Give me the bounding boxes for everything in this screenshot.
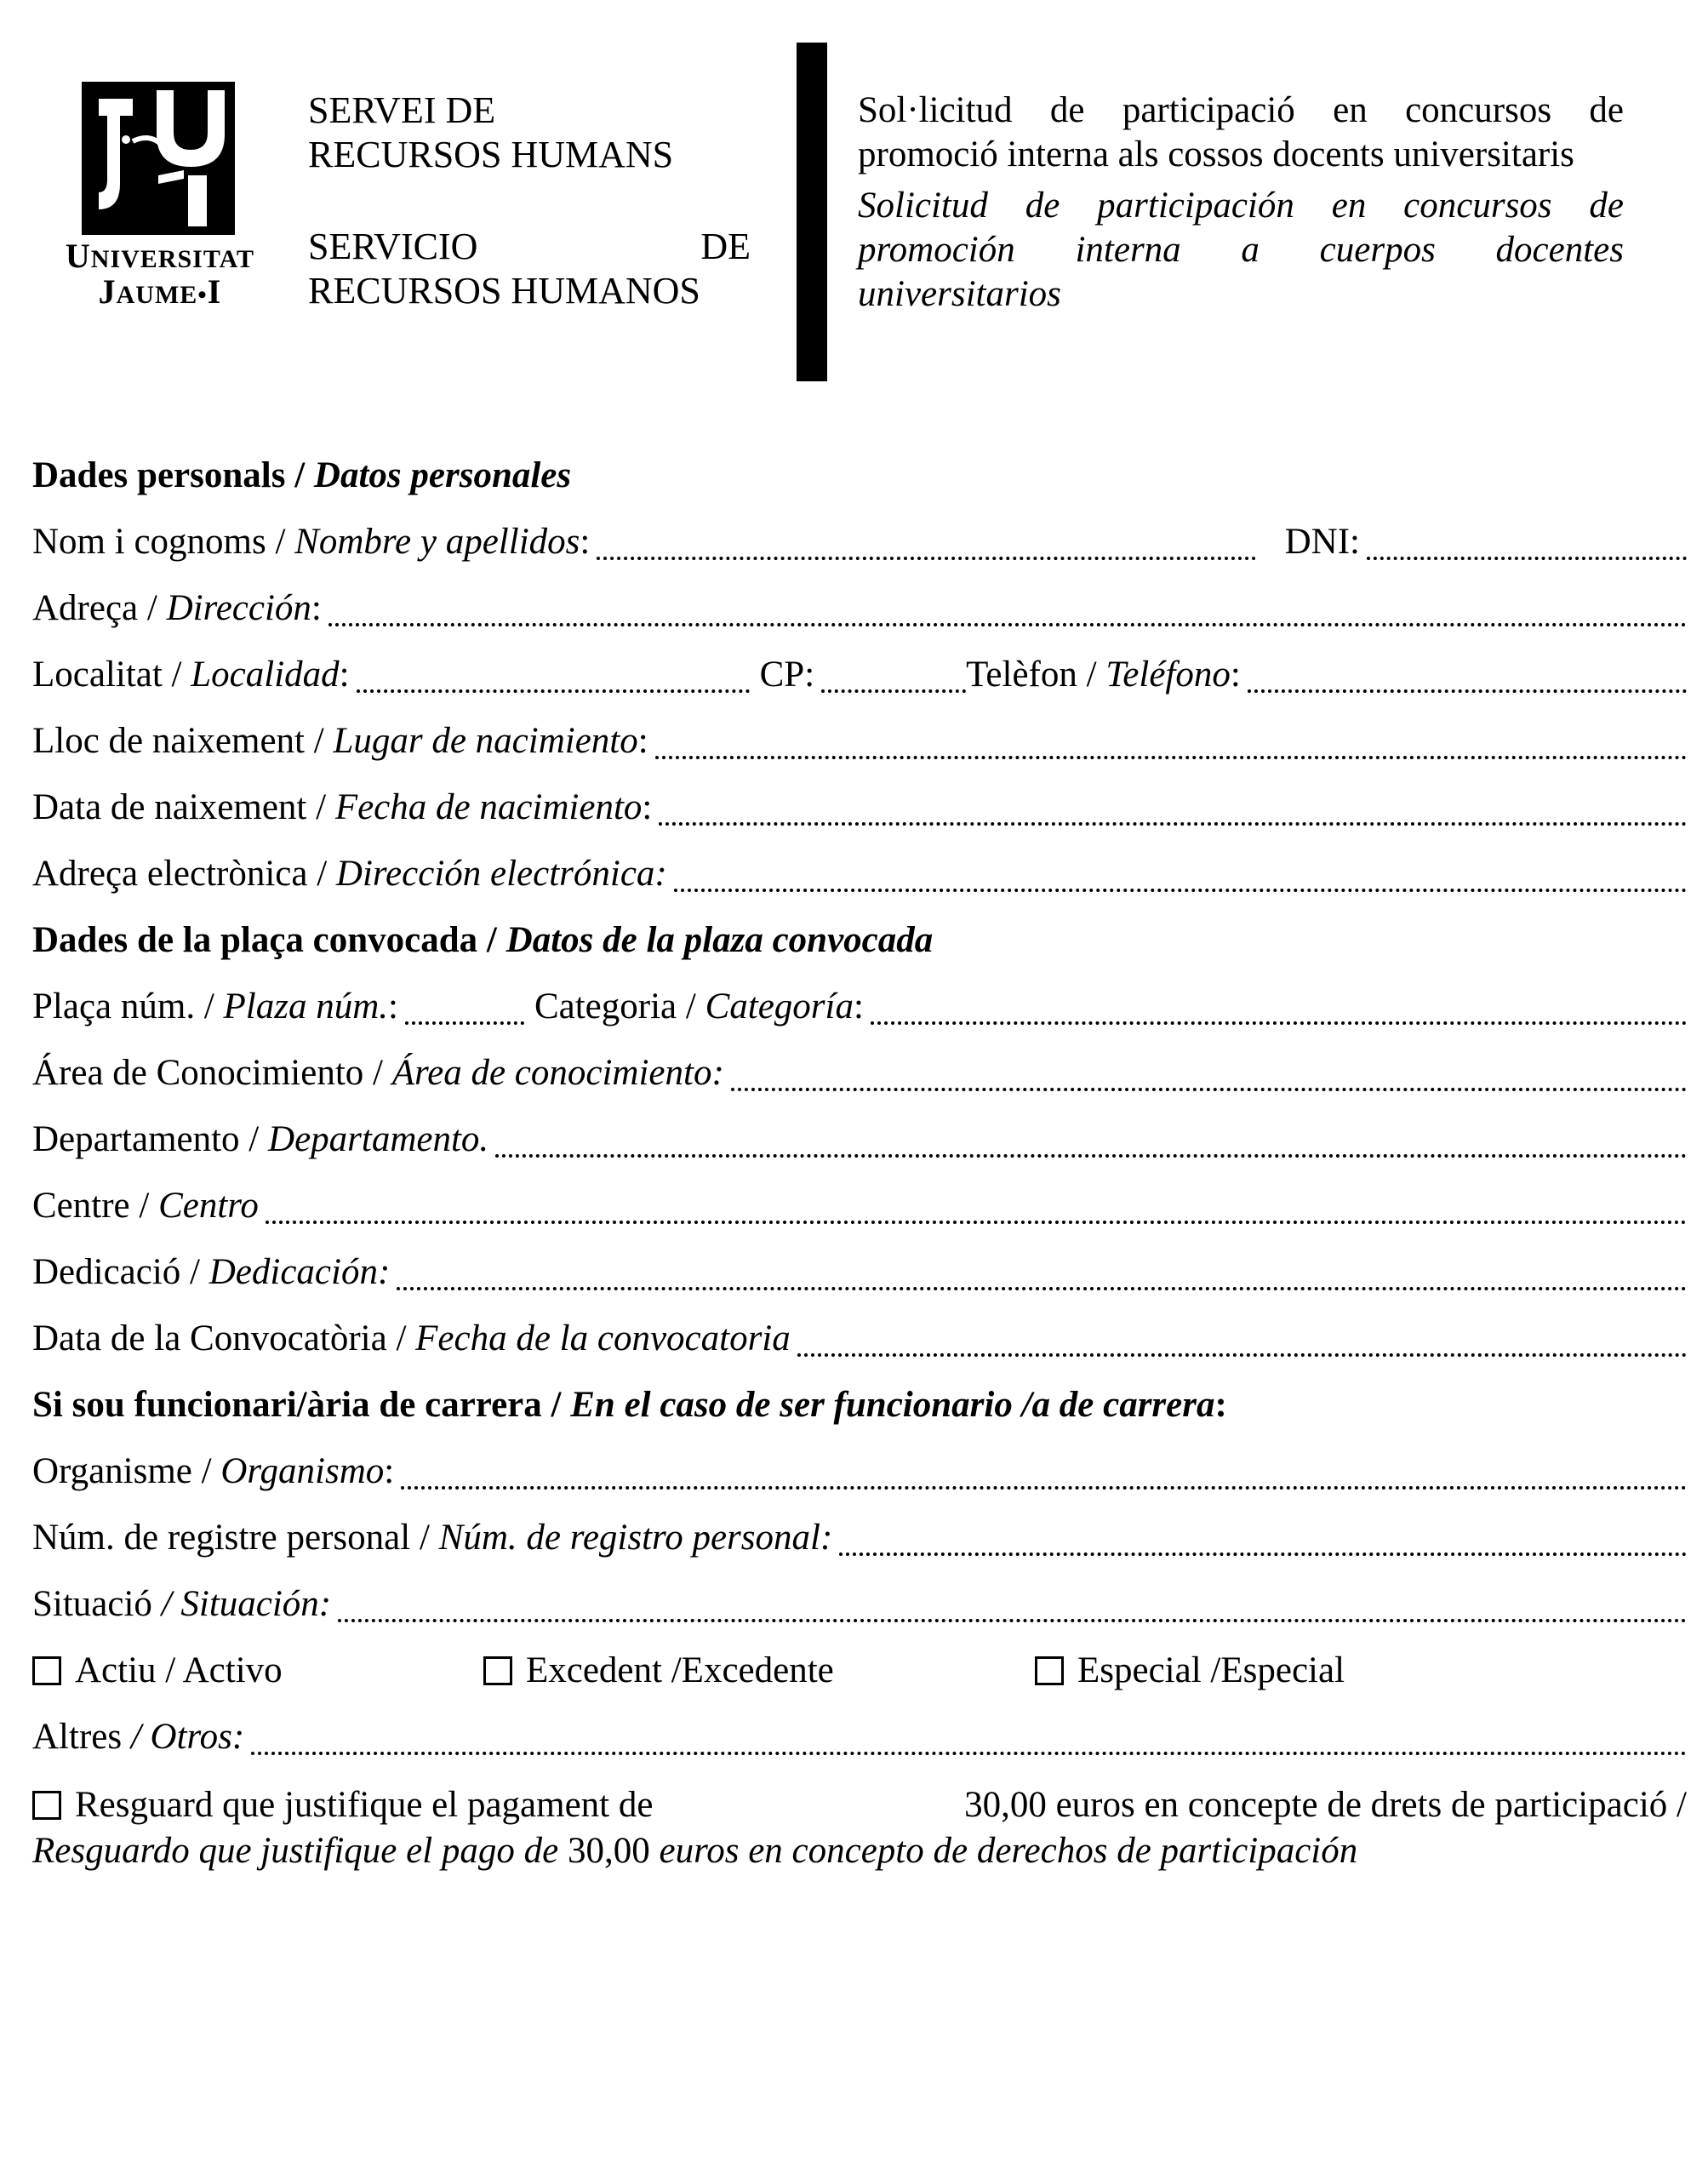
logo-wordmark: UNIVERSITAT JAUME•I: [65, 237, 255, 311]
option-special[interactable]: Especial /Especial: [1035, 1638, 1345, 1704]
option-excedent[interactable]: Excedent /Excedente: [483, 1638, 834, 1704]
department-name: [308, 89, 751, 313]
field-label-dni: DNI:: [1284, 522, 1360, 562]
checkbox-excedent[interactable]: [483, 1656, 512, 1685]
field-label-address: Adreça / Dirección:: [32, 588, 322, 628]
field-label-name: Nom i cognoms / Nombre y apellidos:: [32, 522, 591, 562]
phone-field[interactable]: [1248, 689, 1687, 693]
field-row-position-number: [32, 974, 1687, 1040]
field-row-birthplace: [32, 708, 1687, 775]
field-row-area: [32, 1040, 1687, 1107]
dept-es-word2: DE: [700, 226, 751, 267]
field-row-situation: [32, 1571, 1687, 1638]
dept-ca-line2: RECURSOS HUMANS: [308, 134, 674, 175]
field-label-registry: Núm. de registre personal / Núm. de registro personal:: [32, 1518, 833, 1558]
birthplace-field[interactable]: [655, 756, 1687, 759]
field-label-phone: Telèfon / Teléfono:: [966, 655, 1241, 695]
locality-field[interactable]: [357, 689, 750, 693]
field-row-locality: [32, 642, 1687, 708]
form-title-es: Solicitud de participación en concursos de promoción interna a cuerpos docentes universitarios: [858, 186, 1624, 314]
area-field[interactable]: [731, 1088, 1687, 1091]
header-divider: [797, 43, 827, 381]
field-label-area: Área de Conocimiento / Área de conocimiento:: [32, 1053, 724, 1093]
receipt-line-ca: Resguard que justifique el pagament de 30,00 euros en concepte de drets de participació /: [32, 1782, 1687, 1828]
section-position-data: [32, 907, 1687, 974]
field-row-department: [32, 1107, 1687, 1173]
field-row-centre: [32, 1173, 1687, 1239]
section-civil-servant: Si sou funcionari/ària de carrera / En el caso de ser funcionario /a de carrera :: [32, 1372, 1687, 1438]
field-label-department: Departamento / Departamento.: [32, 1119, 489, 1159]
dept-es-line2: RECURSOS HUMANOS: [308, 270, 700, 312]
field-label-email: Adreça electrònica / Dirección electrónica:: [32, 854, 667, 894]
section-heading-es: En el caso de ser funcionario /a de carrera: [570, 1385, 1215, 1425]
situation-field[interactable]: [338, 1619, 1687, 1622]
category-field[interactable]: [871, 1021, 1687, 1025]
address-field[interactable]: [328, 623, 1687, 626]
centre-field[interactable]: [266, 1221, 1687, 1224]
university-logo: [41, 82, 279, 320]
section-heading-es: Datos personales: [313, 455, 572, 495]
section-heading-ca: Si sou funcionari/ària de carrera /: [32, 1385, 562, 1425]
dept-es-line1: [308, 225, 751, 269]
field-row-address: [32, 575, 1687, 642]
field-label-others: Altres / Otros:: [32, 1717, 245, 1757]
field-label-dedication: Dedicació / Dedicación:: [32, 1252, 391, 1292]
field-label-cp: CP:: [759, 655, 815, 695]
payment-receipt: [32, 1782, 1687, 1874]
position-number-field[interactable]: [405, 1021, 524, 1025]
receipt-line-es: Resguardo que justifique el pago de 30,00 euros en concepto de derechos de participación: [32, 1831, 1358, 1871]
field-label-birthdate: Data de naixement / Fecha de nacimiento:: [32, 787, 653, 827]
organism-field[interactable]: [401, 1486, 1687, 1490]
dni-field[interactable]: [1367, 557, 1687, 560]
field-label-locality: Localitat / Localidad:: [32, 655, 350, 695]
field-label-position-number: Plaça núm. / Plaza núm.:: [32, 986, 398, 1026]
checkbox-active[interactable]: [32, 1656, 61, 1685]
birthdate-field[interactable]: [659, 822, 1687, 826]
postal-code-field[interactable]: [821, 689, 966, 693]
others-field[interactable]: [251, 1752, 1687, 1755]
registry-number-field[interactable]: [839, 1553, 1687, 1556]
field-label-birthplace: Lloc de naixement / Lugar de nacimiento:: [32, 721, 648, 761]
field-row-others: [32, 1704, 1687, 1770]
field-label-centre: Centre / Centro: [32, 1186, 259, 1226]
field-label-call-date: Data de la Convocatòria / Fecha de la convocatoria: [32, 1318, 791, 1358]
field-label-organism: Organisme / Organismo:: [32, 1451, 395, 1491]
field-row-email: [32, 841, 1687, 907]
field-row-registry: [32, 1505, 1687, 1571]
situation-options: [32, 1638, 1687, 1704]
dept-es-word1: SERVICIO: [308, 226, 478, 267]
checkbox-receipt[interactable]: [32, 1791, 61, 1820]
field-row-name: [32, 509, 1687, 575]
form-title-ca: Sol·licitud de participació en concursos de promoció interna als cossos docents universitaris: [858, 90, 1624, 174]
field-label-category: Categoria / Categoría:: [534, 986, 864, 1026]
email-field[interactable]: [674, 889, 1687, 892]
application-form: [32, 443, 1687, 1874]
field-label-situation: Situació / Situación:: [32, 1584, 332, 1624]
university-logo-icon: [82, 82, 235, 235]
dedication-field[interactable]: [397, 1287, 1687, 1290]
dept-ca-line1: SERVEI DE: [308, 89, 496, 131]
name-field[interactable]: [597, 557, 1255, 560]
field-row-organism: [32, 1438, 1687, 1505]
option-active[interactable]: Actiu / Activo: [32, 1638, 283, 1704]
section-heading-es: Datos de la plaza convocada: [506, 920, 934, 960]
section-heading-ca: Dades personals /: [32, 455, 306, 495]
field-row-birthdate: [32, 775, 1687, 841]
form-title: [858, 89, 1624, 317]
section-personal-data: [32, 443, 1687, 509]
field-row-dedication: [32, 1239, 1687, 1306]
department-field[interactable]: [495, 1154, 1687, 1158]
section-heading-ca: Dades de la plaça convocada /: [32, 920, 497, 960]
field-row-call-date: [32, 1306, 1687, 1372]
checkbox-special[interactable]: [1035, 1656, 1064, 1685]
call-date-field[interactable]: [797, 1353, 1687, 1357]
